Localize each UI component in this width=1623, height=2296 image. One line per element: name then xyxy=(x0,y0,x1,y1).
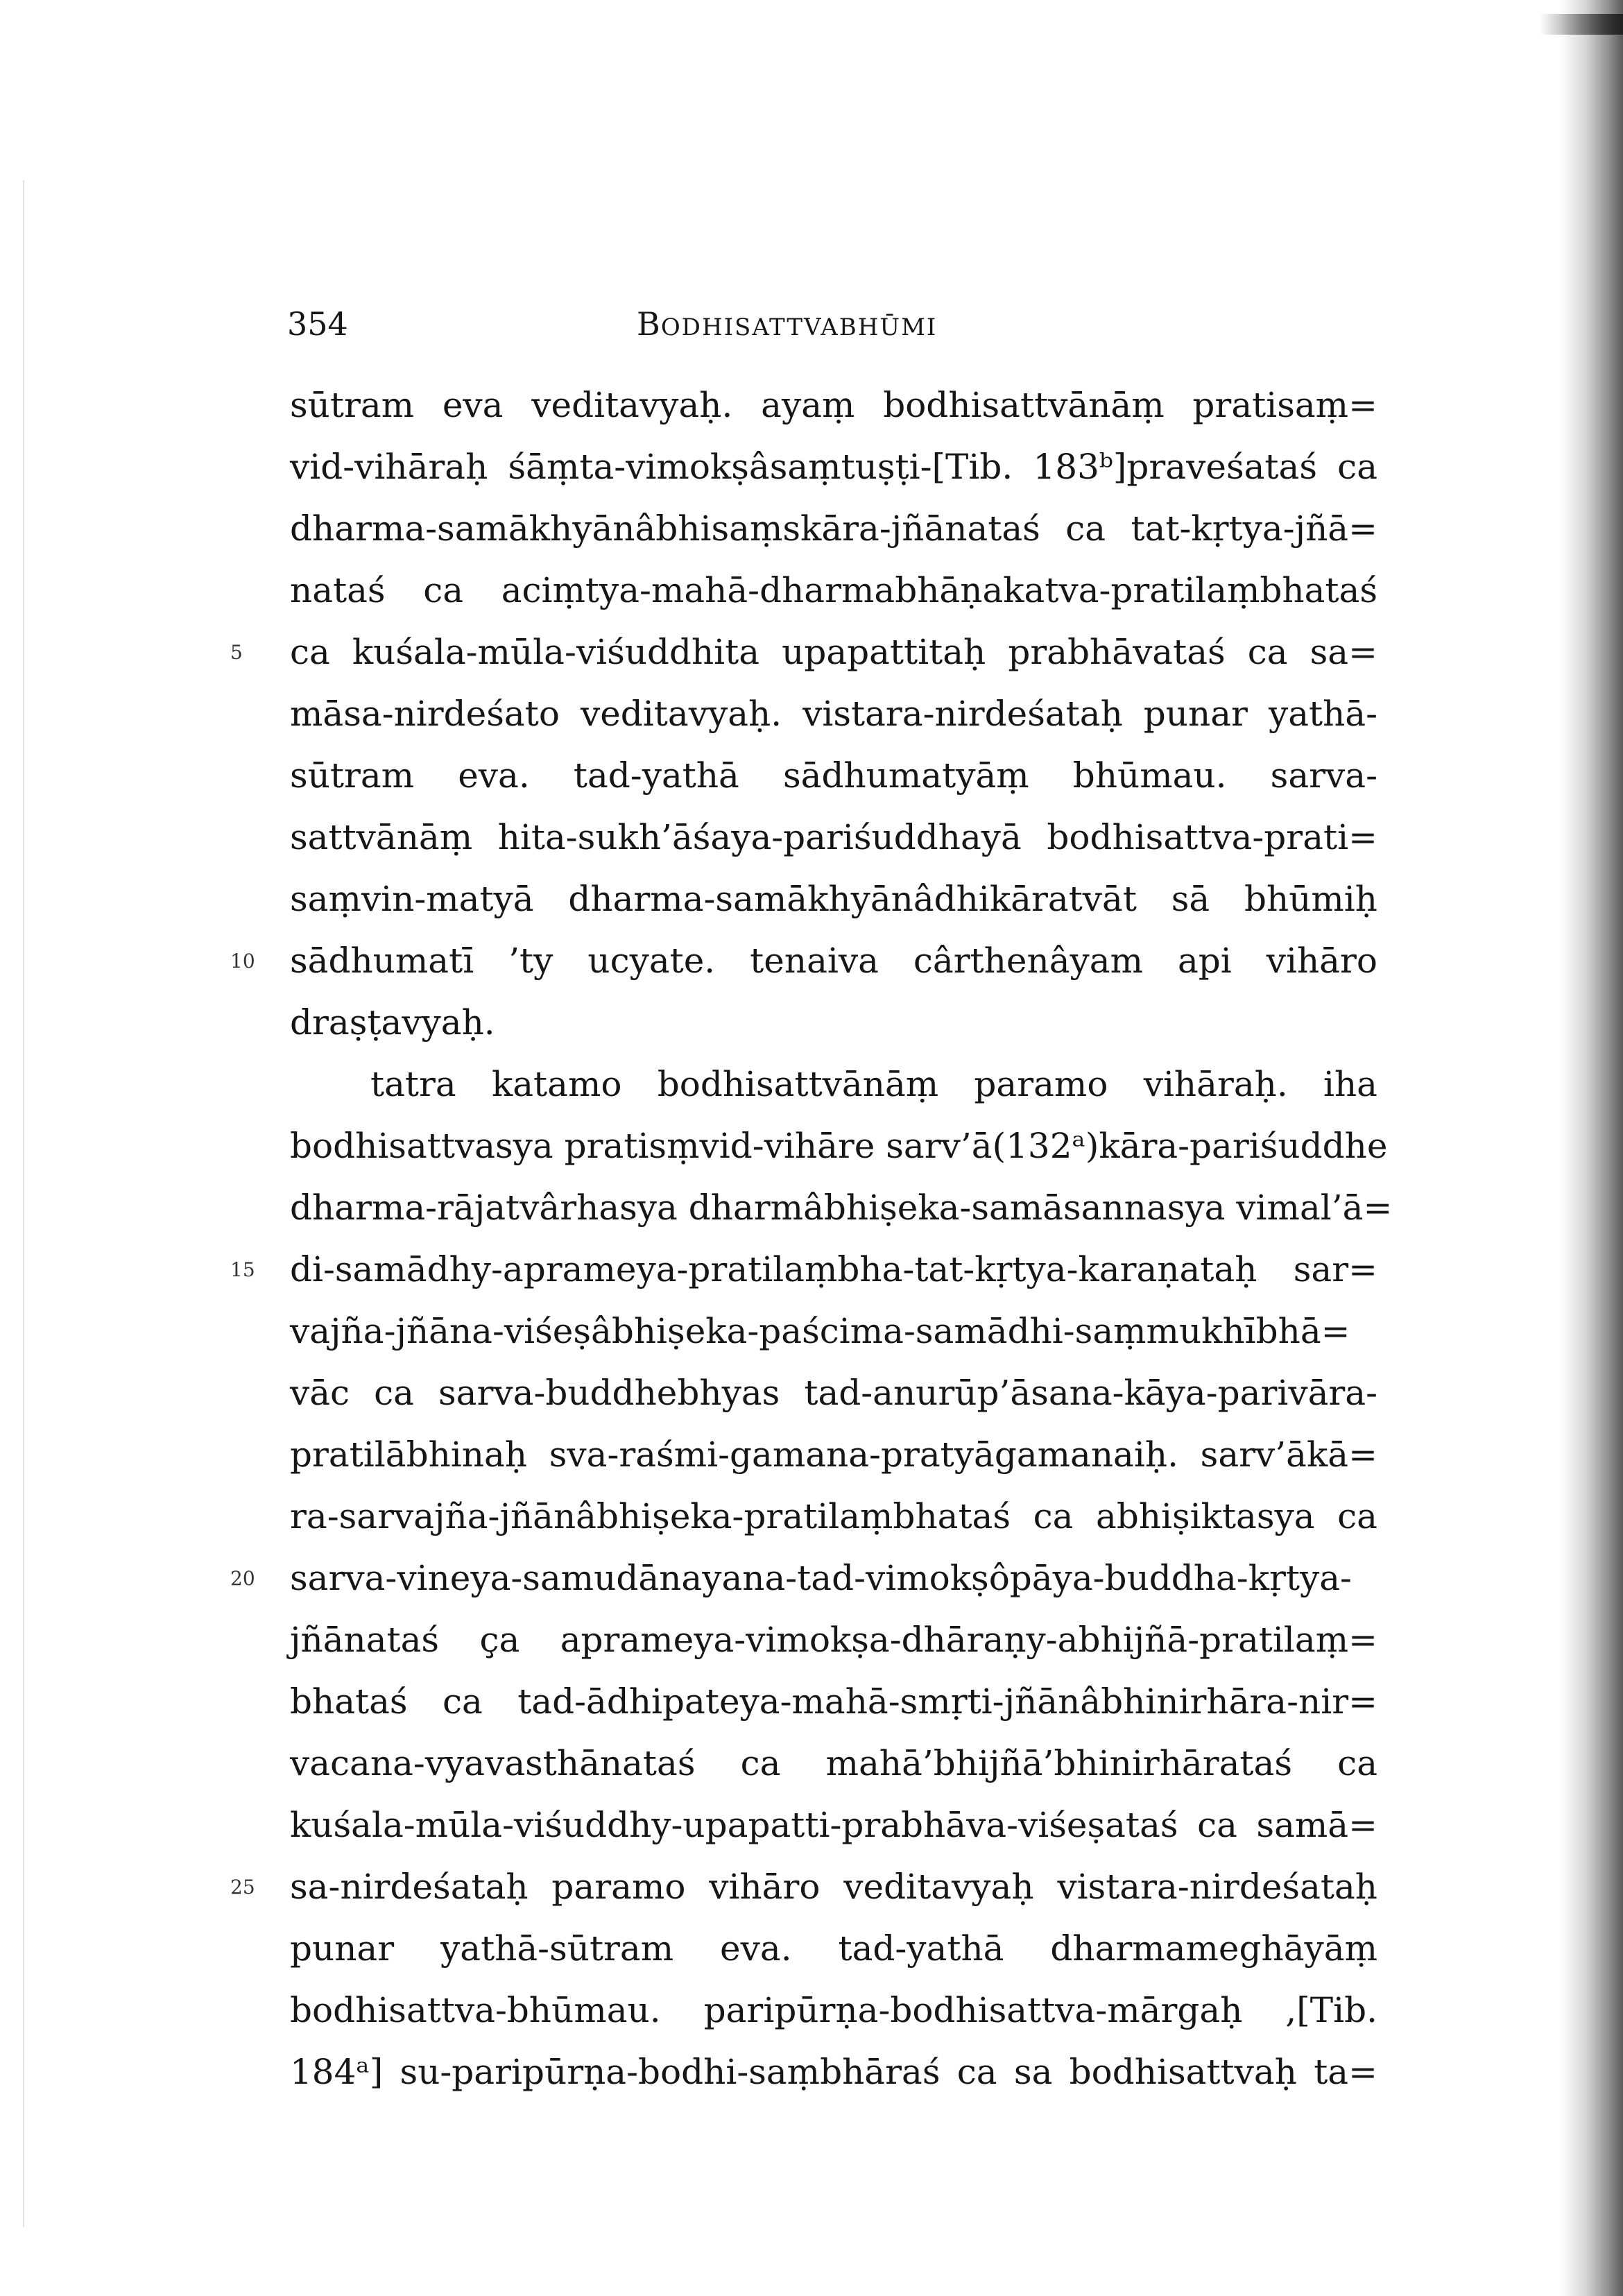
line-text: jñānataś ça aprameya-vimokṣa-dhāraṇy-abhijñā-pratilaṃ= xyxy=(290,1620,1377,1660)
text-line xyxy=(290,1671,1377,1733)
line-number: 15 xyxy=(230,1258,255,1281)
line-number: 25 xyxy=(230,1876,255,1899)
text-line xyxy=(290,1115,1388,1177)
text-line xyxy=(290,1054,1377,1115)
text-line xyxy=(290,1362,1377,1424)
line-text: 184ᵃ] su-paripūrṇa-bodhi-saṃbhāraś ca sa bodhisattvaḥ ta= xyxy=(290,2052,1377,2092)
line-text: nataś ca aciṃtya-mahā-dharmabhāṇakatva-pratilaṃbhataś xyxy=(290,570,1377,610)
paragraph-first-line: tatra katamo bodhisattvānāṃ paramo vihāraḥ. iha xyxy=(370,1064,1377,1104)
text-line xyxy=(290,1301,1377,1362)
line-text: pratilābhinaḥ sva-raśmi-gamana-pratyāgamanaiḥ. sarv’ākā= xyxy=(290,1434,1377,1475)
line-text: vāc ca sarva-buddhebhyas tad-anurūp’āsana-kāya-parivāra- xyxy=(290,1373,1377,1413)
text-line xyxy=(290,807,1377,868)
text-line xyxy=(290,1794,1377,1856)
line-text: di-samādhy-aprameya-pratilaṃbha-tat-kṛtya-karaṇataḥ sar= xyxy=(290,1249,1377,1290)
text-line xyxy=(290,560,1377,622)
text-line xyxy=(290,1177,1393,1239)
line-text: māsa-nirdeśato veditavyaḥ. vistara-nirdeśataḥ punar yathā- xyxy=(290,694,1377,734)
text-line xyxy=(290,868,1377,930)
text-line xyxy=(290,1424,1377,1486)
line-text: bhataś ca tad-ādhipateya-mahā-smṛti-jñānâbhinirhāra-nir= xyxy=(290,1681,1377,1722)
line-text: sarva-vineya-samudānayana-tad-vimokṣôpāya-buddha-kṛtya- xyxy=(290,1558,1352,1598)
line-number: 5 xyxy=(230,641,243,664)
line-text: vacana-vyavasthānataś ca mahā’bhijñā’bhinirhārataś ca xyxy=(290,1743,1377,1783)
page-header xyxy=(0,305,1623,354)
line-text: ra-sarvajña-jñānâbhiṣeka-pratilaṃbhataś ca abhiṣiktasya ca xyxy=(290,1496,1377,1536)
text-line xyxy=(290,745,1377,807)
line-text: ca kuśala-mūla-viśuddhita upapattitaḥ prabhāvataś ca sa= xyxy=(290,632,1377,672)
text-line xyxy=(290,1486,1377,1548)
page-number: 354 xyxy=(287,305,348,343)
line-text: vid-vihāraḥ śāṃta-vimokṣâsaṃtuṣṭi-[Tib. 183ᵇ]praveśataś ca xyxy=(290,447,1377,487)
text-line xyxy=(230,622,1377,683)
running-title-initial: B xyxy=(637,305,661,343)
text-line xyxy=(290,992,1377,1054)
line-text: dharma-samākhyānâbhisaṃskāra-jñānataś ca tat-kṛtya-jñā= xyxy=(290,508,1377,549)
body-text xyxy=(230,375,1393,2103)
text-line xyxy=(230,930,1377,992)
text-line xyxy=(290,1918,1377,1980)
text-line xyxy=(290,375,1377,436)
running-title-rest: ODHISATTVABHŪMI xyxy=(660,314,938,341)
text-line xyxy=(230,1548,1377,1609)
line-text: sa-nirdeśataḥ paramo vihāro veditavyaḥ vistara-nirdeśataḥ xyxy=(290,1867,1377,1907)
line-text: sattvānāṃ hita-sukh’āśaya-pariśuddhayā bodhisattva-prati= xyxy=(290,817,1377,857)
text-line xyxy=(290,2041,1377,2103)
line-text: saṃvin-matyā dharma-samākhyānâdhikāratvāt sā bhūmiḥ xyxy=(290,879,1377,919)
scan-left-margin-line xyxy=(23,180,24,2227)
line-text: punar yathā-sūtram eva. tad-yathā dharmameghāyāṃ xyxy=(290,1928,1377,1969)
line-text: kuśala-mūla-viśuddhy-upapatti-prabhāva-viśeṣataś ca samā= xyxy=(290,1805,1377,1845)
line-text: sūtram eva veditavyaḥ. ayaṃ bodhisattvānāṃ pratisaṃ= xyxy=(290,385,1377,425)
text-line xyxy=(290,683,1377,745)
line-number: 20 xyxy=(230,1567,255,1590)
text-line xyxy=(230,1856,1377,1918)
line-text: vajña-jñāna-viśeṣâbhiṣeka-paścima-samādhi-saṃmukhībhā= xyxy=(290,1311,1350,1351)
line-text: dharma-rājatvârhasya dharmâbhiṣeka-samāsannasya vimal’ā= xyxy=(290,1188,1393,1228)
text-line xyxy=(290,498,1377,560)
line-text: bodhisattva-bhūmau. paripūrṇa-bodhisattva-mārgaḥ ,[Tib. xyxy=(290,1990,1377,2030)
line-text: bodhisattvasya pratisṃvid-vihāre sarv’ā(132ᵃ)kāra-pariśuddhe xyxy=(290,1126,1388,1166)
line-text: draṣṭavyaḥ. xyxy=(290,1002,495,1043)
line-number: 10 xyxy=(230,950,255,973)
running-title xyxy=(637,305,937,343)
text-line xyxy=(290,436,1377,498)
text-line xyxy=(290,1980,1377,2041)
scan-edge-mark xyxy=(1540,14,1623,35)
line-text: sūtram eva. tad-yathā sādhumatyāṃ bhūmau. sarva- xyxy=(290,755,1377,796)
text-line xyxy=(290,1609,1377,1671)
text-line xyxy=(230,1239,1377,1301)
text-line xyxy=(290,1733,1377,1794)
line-text: sādhumatī ’ty ucyate. tenaiva cârthenâyam api vihāro xyxy=(290,941,1377,981)
